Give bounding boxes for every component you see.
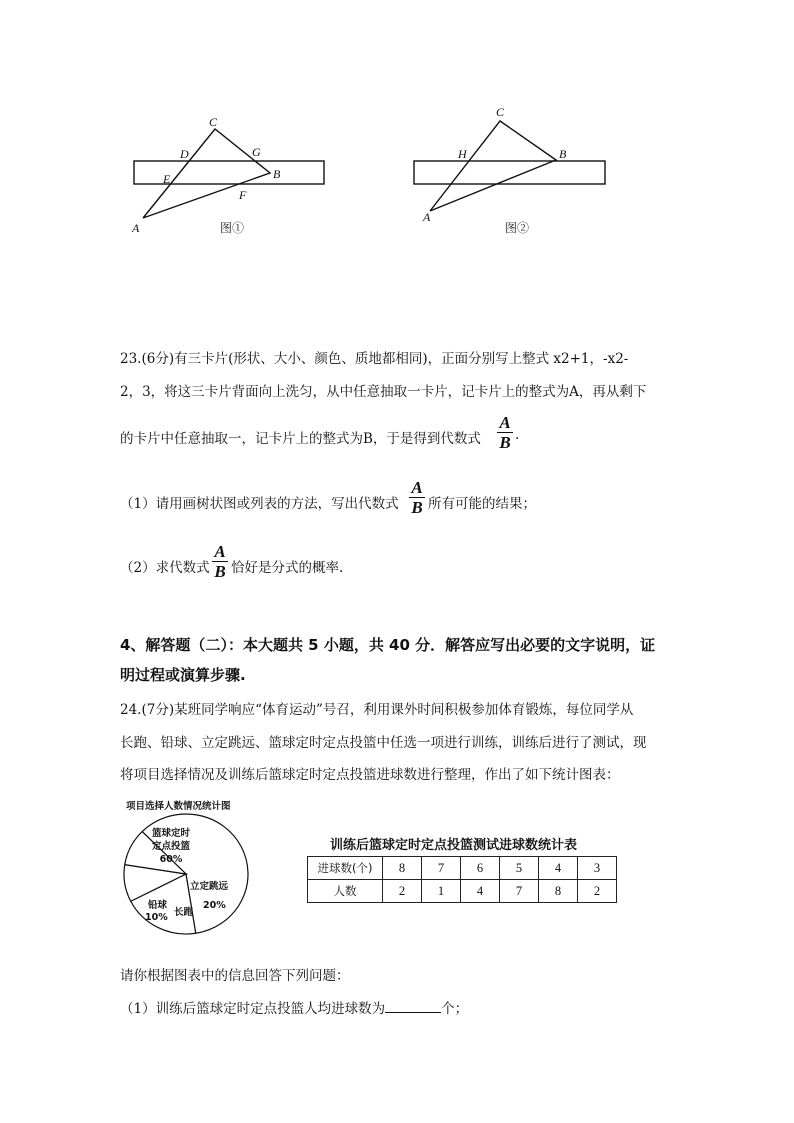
fig2-label-B: B	[559, 147, 567, 161]
q23-sub-2-before: （2）求代数式	[120, 560, 210, 576]
pie-label-basketball-line-1: 篮球定时	[152, 828, 191, 839]
pie-label-long-jump: 立定跳远	[190, 881, 229, 892]
fig2-label-H: H	[458, 147, 467, 161]
table-cell: 7	[500, 880, 539, 903]
q23-line-3-text: 的卡片中任意抽取一，记卡片上的整式为B，于是得到代数式	[120, 431, 481, 447]
q24-prompt: 请你根据图表中的信息回答下列问题：	[120, 968, 350, 984]
table-cell: 8	[383, 857, 422, 880]
q23-sub-1	[120, 492, 399, 512]
fig2-label-A: A	[423, 210, 431, 224]
fig1-label-E: E	[163, 172, 171, 186]
q23-line-2: 2，3，将这三卡片背面向上洗匀，从中任意抽取一卡片，记卡片上的整式为A，再从剩下	[120, 384, 647, 400]
section-4-heading-line-2: 明过程或演算步骤.	[120, 666, 246, 684]
fraction-numerator: A	[499, 413, 511, 432]
table-cell: 5	[500, 857, 539, 880]
pie-label-shot-put: 铅球	[148, 900, 168, 911]
q24-line-2: 长跑、铅球、立定跳远、篮球定时定点投篮中任选一项进行训练，训练后进行了测试，现	[120, 735, 647, 751]
pie-label-basketball-line-2: 定点投篮	[152, 841, 191, 852]
q24-line-1: 24.(7分)某班同学响应“体育运动”号召，利用课外时间积极参加体育锻炼，每位同学从	[120, 702, 634, 718]
table-cell: 2	[578, 880, 617, 903]
table-cell: 6	[461, 857, 500, 880]
table-cell: 8	[539, 880, 578, 903]
fig1-label-C: C	[209, 115, 218, 129]
q23-sub-2	[120, 556, 210, 576]
q24-line-3: 将项目选择情况及训练后篮球定时定点投篮进球数进行整理，作出了如下统计图表：	[120, 767, 620, 783]
fraction-denominator: B	[214, 562, 226, 581]
pie-label-basketball	[152, 827, 190, 866]
fraction-denominator: B	[499, 433, 511, 452]
table-cell: 3	[578, 857, 617, 880]
q23-line-1: 23.(6分)有三卡片(形状、大小、颜色、质地都相同)，正面分别写上整式 x2+1，-x2-	[120, 351, 629, 367]
q24-sub-1-after: 个；	[441, 1001, 469, 1017]
figure-2-strip	[414, 161, 605, 184]
figure-2-caption: 图②	[505, 221, 530, 235]
table-cell: 1	[422, 880, 461, 903]
table-row-people	[308, 880, 617, 903]
pie-value-shot-put: 10%	[145, 912, 168, 923]
pie-label-long-run: 长跑	[174, 907, 194, 918]
table-title: 训练后篮球定时定点投篮测试进球数统计表	[330, 838, 578, 853]
fraction-numerator: A	[411, 478, 423, 497]
pie-label-basketball-value: 60%	[159, 854, 183, 865]
fig1-label-D: D	[180, 147, 189, 161]
figure-2	[414, 121, 605, 211]
q23-sub-1-after: 所有可能的结果；	[428, 496, 536, 512]
table-header-people: 人数	[308, 880, 383, 903]
fraction-denominator: B	[411, 498, 423, 517]
fig1-label-A: A	[132, 221, 140, 235]
q23-sub-2-after: 恰好是分式的概率.	[231, 560, 344, 576]
table-cell: 7	[422, 857, 461, 880]
fig2-label-C: C	[496, 105, 505, 119]
q23-line-3-period: .	[515, 427, 520, 443]
figure-2-triangle	[430, 121, 556, 211]
fig1-label-B: B	[273, 167, 281, 181]
q24-sub-1-before: （1）训练后篮球定时定点投篮人均进球数为	[120, 1001, 386, 1017]
q23-fraction-sub-2	[212, 543, 228, 580]
table-row-goals	[308, 857, 617, 880]
table-cell: 2	[383, 880, 422, 903]
geometry-figures	[0, 90, 794, 250]
table-cell: 4	[461, 880, 500, 903]
fig1-label-G: G	[252, 145, 261, 159]
q23-fraction-main	[497, 414, 513, 451]
q23-line-3	[120, 427, 481, 447]
section-4-heading-line-1: 4、解答题（二）：本大题共 5 小题，共 40 分．解答应写出必要的文字说明，证	[120, 636, 656, 654]
goals-table	[307, 856, 617, 903]
figure-1-caption: 图①	[220, 221, 245, 235]
answer-blank[interactable]	[385, 1000, 441, 1013]
table-cell: 4	[539, 857, 578, 880]
fraction-numerator: A	[214, 542, 226, 561]
table-header-goals: 进球数(个)	[308, 857, 383, 880]
q24-sub-1	[120, 997, 468, 1017]
q23-fraction-sub-1	[409, 479, 425, 516]
pie-value-long-jump: 20%	[203, 900, 226, 911]
fig1-label-F: F	[239, 188, 247, 202]
pie-chart-title: 项目选择人数情况统计图	[126, 801, 231, 812]
q23-sub-1-before: （1）请用画树状图或列表的方法，写出代数式	[120, 496, 399, 512]
